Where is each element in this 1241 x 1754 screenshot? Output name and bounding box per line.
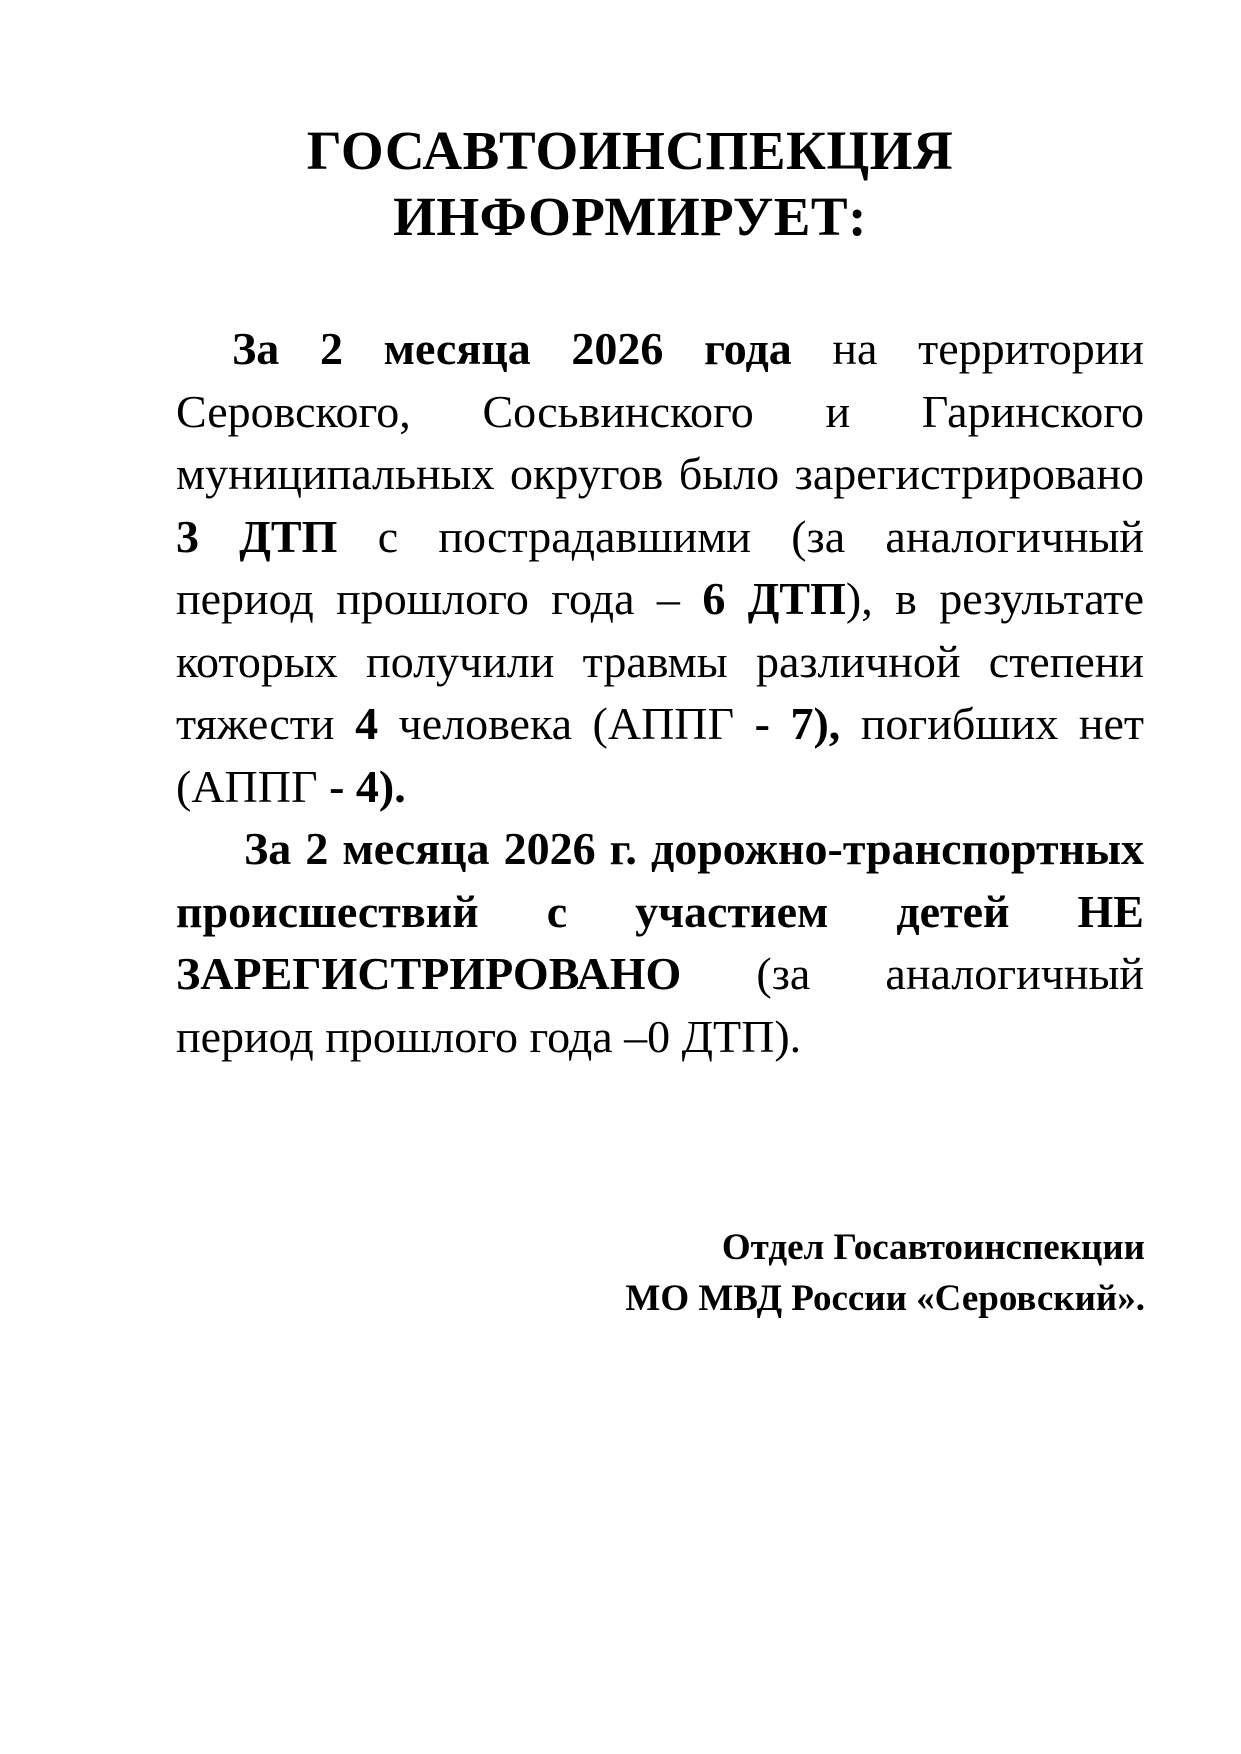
- period-bold: За 2 месяца 2026 года: [232, 323, 792, 374]
- injured-prev-count: - 7),: [754, 698, 841, 749]
- text-dead: погибших нет (АППГ: [176, 698, 1145, 812]
- prev-accident-count: 6 ДТП: [702, 573, 846, 624]
- children-prev: (за аналогичный период прошлого года –0 ДТП).: [176, 948, 1144, 1062]
- signature-organization: МО МВД России «Серовский».: [625, 1278, 1145, 1319]
- title-line-1: ГОСАВТОИНСПЕКЦИЯ: [306, 120, 954, 181]
- children-bold: За 2 месяца 2026 г. дорожно-транспортных происшествий с участием детей НЕ ЗАРЕГИСТРИРОВАНО: [176, 823, 1144, 999]
- signature-block: [625, 1222, 1145, 1324]
- accident-count: 3 ДТП: [176, 510, 338, 562]
- dead-prev-count: - 4).: [329, 760, 406, 812]
- text-victims: с пострадавшими (за аналогичный период прошлого года –: [176, 510, 1145, 624]
- text-people: человека (АППГ: [378, 698, 755, 749]
- paragraph-statistics: [176, 318, 1144, 818]
- title-line-2: ИНФОРМИРУЕТ:: [393, 186, 867, 247]
- paragraph-children: [176, 818, 1144, 1068]
- document-body: [176, 318, 1144, 1068]
- injured-count: 4: [355, 698, 379, 749]
- text-territory: на территории Серовского, Сосьвинского и Гаринского муниципальных округов было зарегистрировано: [176, 323, 1145, 499]
- text-injuries: ), в результате которых получили травмы различной степени тяжести: [176, 573, 1145, 749]
- signature-department: Отдел Госавтоинспекции: [721, 1227, 1145, 1268]
- document-title: [0, 118, 1241, 250]
